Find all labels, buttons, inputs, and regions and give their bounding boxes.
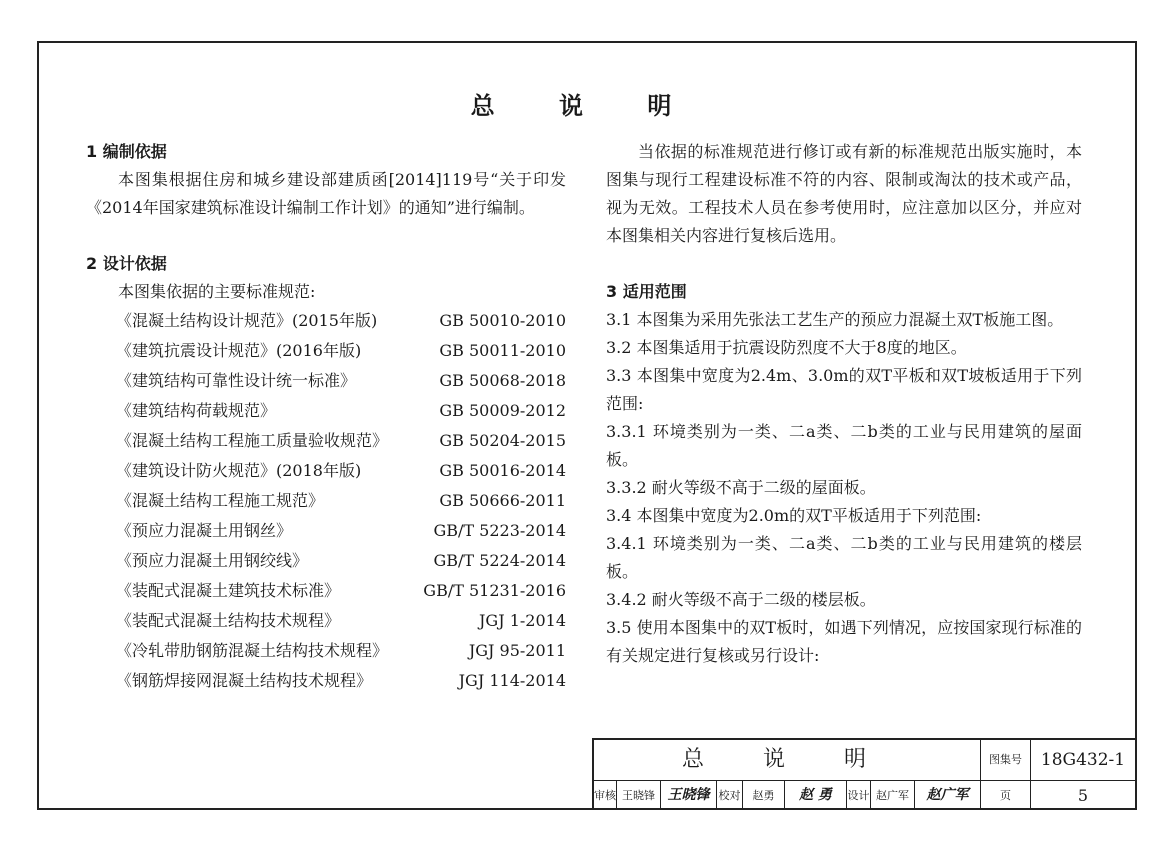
atlas-number: 18G432-1 — [1030, 740, 1135, 780]
section-2-intro: 本图集依据的主要标准规范: — [118, 282, 316, 301]
designer-signature: 赵广军 — [914, 781, 980, 810]
standard-code: GB/T 5223-2014 — [433, 521, 566, 540]
standard-row — [116, 306, 566, 336]
design-label: 设计 — [846, 781, 870, 810]
standard-row — [116, 666, 566, 696]
section-3-heading: 3 适用范围 — [606, 282, 687, 301]
standard-code: GB/T 51231-2016 — [423, 581, 566, 600]
section-1-text: 本图集根据住房和城乡建设部建质函[2014]119号“关于印发《2014年国家建筑标准设计编制工作计划》的通知”进行编制。 — [86, 170, 566, 217]
standard-code: GB 50010-2010 — [439, 311, 566, 330]
standard-code: GB 50204-2015 — [439, 431, 566, 450]
reviewer-signature: 王晓锋 — [660, 781, 716, 810]
standard-row — [116, 606, 566, 636]
check-label: 校对 — [716, 781, 742, 810]
standard-name: 《混凝土结构工程施工规范》 — [116, 491, 325, 510]
standard-name: 《建筑设计防火规范》(2018年版) — [116, 461, 362, 480]
standard-row — [116, 426, 566, 456]
scope-item: 3.5 使用本图集中的双T板时，如遇下列情况，应按国家现行标准的有关规定进行复核或另行设计: — [606, 618, 1082, 665]
standard-name: 《钢筋焊接网混凝土结构技术规程》 — [116, 671, 373, 690]
page-number: 5 — [1030, 781, 1135, 810]
standard-name: 《混凝土结构工程施工质量验收规范》 — [116, 431, 389, 450]
standard-code: GB 50009-2012 — [439, 401, 566, 420]
checker-name: 赵勇 — [742, 781, 784, 810]
standard-name: 《预应力混凝土用钢丝》 — [116, 521, 293, 540]
reviewer-name: 王晓锋 — [616, 781, 660, 810]
standard-code: GB 50016-2014 — [439, 461, 566, 480]
standard-code: GB/T 5224-2014 — [433, 551, 566, 570]
standard-row — [116, 636, 566, 666]
scope-item: 3.1 本图集为采用先张法工艺生产的预应力混凝土双T板施工图。 — [606, 310, 1064, 329]
standard-code: JGJ 95-2011 — [468, 641, 566, 660]
standard-name: 《建筑结构荷载规范》 — [116, 401, 277, 420]
section-2-heading: 2 设计依据 — [86, 254, 167, 273]
scope-item: 3.3 本图集中宽度为2.4m、3.0m的双T平板和双T坡板适用于下列范围: — [606, 366, 1082, 413]
standard-name: 《装配式混凝土建筑技术标准》 — [116, 581, 341, 600]
standards-list — [116, 306, 566, 696]
standard-code: GB 50666-2011 — [439, 491, 566, 510]
right-column — [606, 138, 1082, 670]
standard-row — [116, 396, 566, 426]
standard-code: JGJ 114-2014 — [458, 671, 566, 690]
scope-item: 3.4.2 耐火等级不高于二级的楼层板。 — [606, 590, 876, 609]
scope-item: 3.3.2 耐火等级不高于二级的屋面板。 — [606, 478, 876, 497]
standard-name: 《混凝土结构设计规范》(2015年版) — [116, 311, 378, 330]
page-label: 页 — [980, 781, 1030, 810]
scope-item: 3.3.1 环境类别为一类、二a类、二b类的工业与民用建筑的屋面板。 — [606, 422, 1082, 469]
review-label: 审核 — [594, 789, 616, 802]
standard-name: 《装配式混凝土结构技术规程》 — [116, 611, 341, 630]
title-block — [592, 738, 1135, 808]
standard-row — [116, 456, 566, 486]
standard-row — [116, 366, 566, 396]
atlas-number-label: 图集号 — [980, 740, 1030, 780]
standard-name: 《建筑抗震设计规范》(2016年版) — [116, 341, 362, 360]
designer-name: 赵广军 — [870, 781, 914, 810]
checker-signature: 赵 勇 — [784, 781, 846, 810]
left-column — [86, 138, 566, 696]
standard-name: 《冷轧带肋钢筋混凝土结构技术规程》 — [116, 641, 389, 660]
standard-code: GB 50068-2018 — [439, 371, 566, 390]
validity-paragraph: 当依据的标准规范进行修订或有新的标准规范出版实施时，本图集与现行工程建设标准不符的内容、限制或淘汰的技术或产品，视为无效。工程技术人员在参考使用时，应注意加以区分，并应对本图集相关内容进行复核后选用。 — [606, 142, 1082, 245]
scope-item: 3.2 本图集适用于抗震设防烈度不大于8度的地区。 — [606, 338, 967, 357]
standard-row — [116, 576, 566, 606]
standard-row — [116, 486, 566, 516]
standard-row — [116, 546, 566, 576]
standard-name: 《建筑结构可靠性设计统一标准》 — [116, 371, 357, 390]
scope-item: 3.4 本图集中宽度为2.0m的双T平板适用于下列范围: — [606, 506, 982, 525]
standard-row — [116, 516, 566, 546]
title-block-title: 总 说 明 — [682, 747, 892, 772]
section-1-heading: 1 编制依据 — [86, 142, 167, 161]
scope-item: 3.4.1 环境类别为一类、二a类、二b类的工业与民用建筑的楼层板。 — [606, 534, 1082, 581]
standard-code: GB 50011-2010 — [439, 341, 566, 360]
standard-code: JGJ 1-2014 — [479, 611, 566, 630]
page-title: 总 说 明 — [470, 92, 700, 120]
standard-row — [116, 336, 566, 366]
standard-name: 《预应力混凝土用钢绞线》 — [116, 551, 309, 570]
